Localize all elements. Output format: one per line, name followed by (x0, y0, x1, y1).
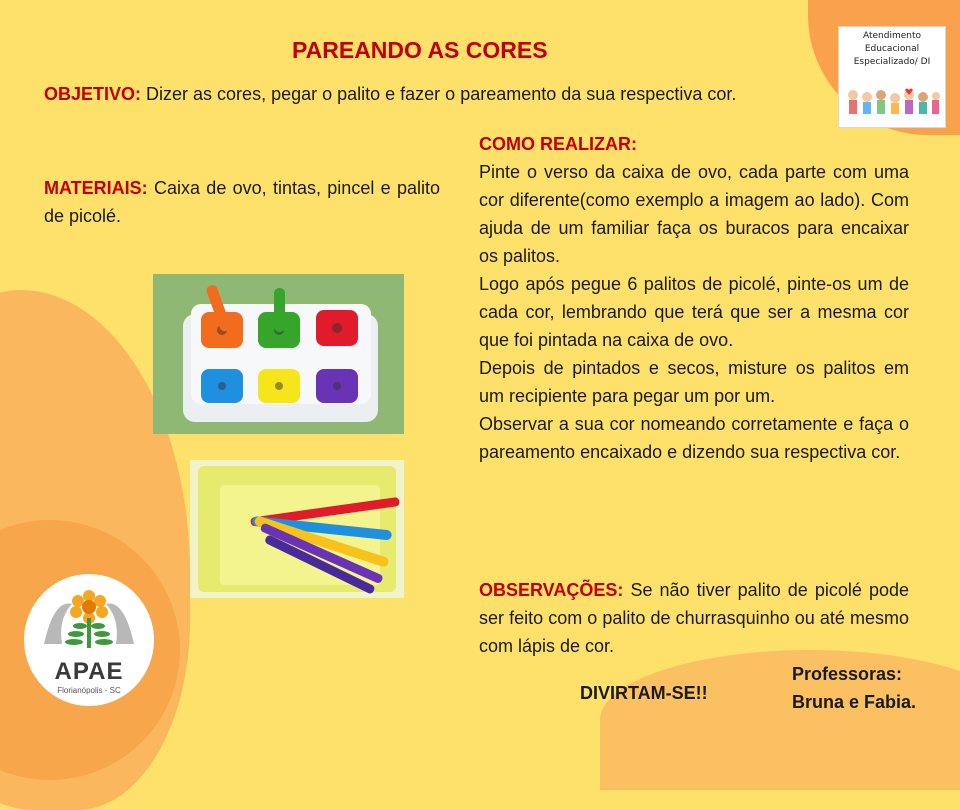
page-title: PAREANDO AS CORES (292, 37, 548, 63)
aee-logo-line: Educacional (864, 44, 920, 54)
como-realizar-label: COMO REALIZAR: (479, 134, 637, 154)
como-realizar-step: Pinte o verso da caixa de ovo, cada parte com uma cor diferente(como exemplo a imagem ao lado). Com ajuda de um familiar faça os buracos para encaixar os palitos. (479, 162, 909, 266)
apae-name: APAE (54, 658, 124, 685)
observacoes-section (479, 576, 909, 660)
observacoes-text: Se não tiver palito de picolé pode ser feito com o palito de churrasquinho ou até mesmo com lápis de cor. (479, 580, 909, 656)
como-realizar-step: Logo após pegue 6 palitos de picolé, pinte-os um de cada cor, lembrando que terá que ser a mesma cor que foi pintada na caixa de ovo. (479, 274, 909, 350)
como-realizar-step: Observar a sua cor nomeando corretamente e faça o pareamento encaixado e dizendo sua respectiva cor. (479, 414, 909, 462)
tray-sticks-photo (190, 460, 404, 598)
aee-logo-line: Especializado/ DI (853, 57, 931, 67)
apae-logo (24, 574, 154, 706)
egg-carton-photo (153, 274, 404, 434)
professoras-label: Professoras: (792, 664, 903, 684)
aee-logo (838, 26, 946, 128)
materiais-label: MATERIAIS: (44, 178, 148, 198)
closing-text: DIVIRTAM-SE!! (580, 683, 708, 703)
como-realizar-section (479, 130, 909, 466)
objetivo-section (44, 80, 756, 108)
professoras-names: Bruna e Fabia. (792, 692, 917, 712)
professoras-credit (792, 660, 916, 716)
materiais-text: Caixa de ovo, tintas, pincel e palito de picolé. (44, 178, 440, 226)
apae-city: Florianópolis - SC (57, 686, 121, 695)
materiais-section (44, 174, 440, 230)
children-illustration (845, 87, 941, 121)
objetivo-label: OBJETIVO: (44, 84, 142, 104)
aee-logo-line: Atendimento (862, 31, 922, 41)
como-realizar-step: Depois de pintados e secos, misture os palitos em um recipiente para pegar um por um. (479, 358, 909, 406)
observacoes-label: OBSERVAÇÕES: (479, 580, 624, 600)
objetivo-text: Dizer as cores, pegar o palito e fazer o pareamento da sua respectiva cor. (146, 84, 737, 104)
